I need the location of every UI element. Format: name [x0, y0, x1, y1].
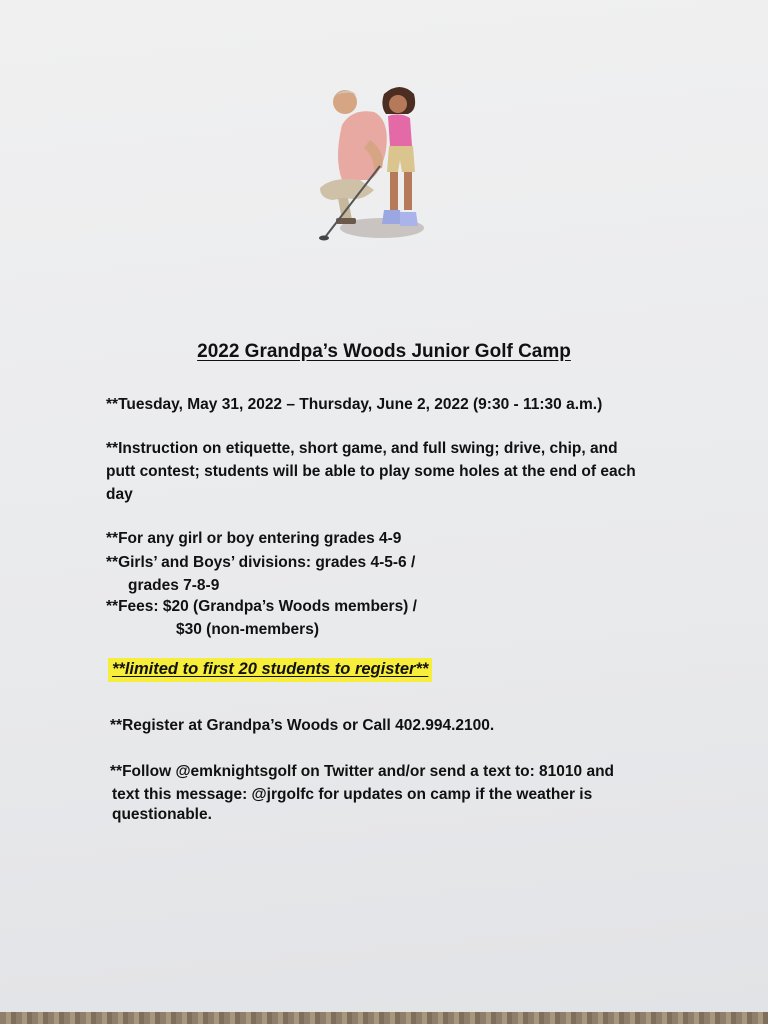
limit-notice: **limited to first 20 students to register**: [112, 660, 429, 678]
instruction-line-3: day: [106, 486, 133, 503]
camp-dates: **Tuesday, May 31, 2022 – Thursday, June 2, 2022 (9:30 - 11:30 a.m.): [106, 396, 603, 413]
fees-line-2: $30 (non-members): [176, 621, 319, 638]
divisions-line-1: **Girls’ and Boys’ divisions: grades 4-5-6 /: [106, 554, 416, 571]
page-title: 2022 Grandpa’s Woods Junior Golf Camp: [197, 341, 571, 362]
register-text: **Register at Grandpa’s Woods or Call 402.994.2100.: [110, 717, 495, 734]
fees-line-1: **Fees: $20 (Grandpa’s Woods members) /: [106, 598, 417, 615]
eligibility-text: **For any girl or boy entering grades 4-9: [106, 530, 402, 547]
follow-line-1: **Follow @emknightsgolf on Twitter and/or send a text to: 81010 and: [110, 763, 614, 780]
follow-line-2: text this message: @jrgolfc for updates on camp if the weather is: [112, 786, 593, 803]
instruction-line-1: **Instruction on etiquette, short game, and full swing; drive, chip, and: [106, 440, 618, 457]
instruction-line-2: putt contest; students will be able to play some holes at the end of each: [106, 463, 636, 480]
divisions-line-2: grades 7-8-9: [128, 577, 220, 594]
grandpa-teaching-girl-golf-icon: [312, 80, 432, 248]
follow-line-3: questionable.: [112, 806, 212, 823]
limit-notice-highlight: [108, 658, 432, 682]
floor-strip: [0, 1012, 768, 1024]
